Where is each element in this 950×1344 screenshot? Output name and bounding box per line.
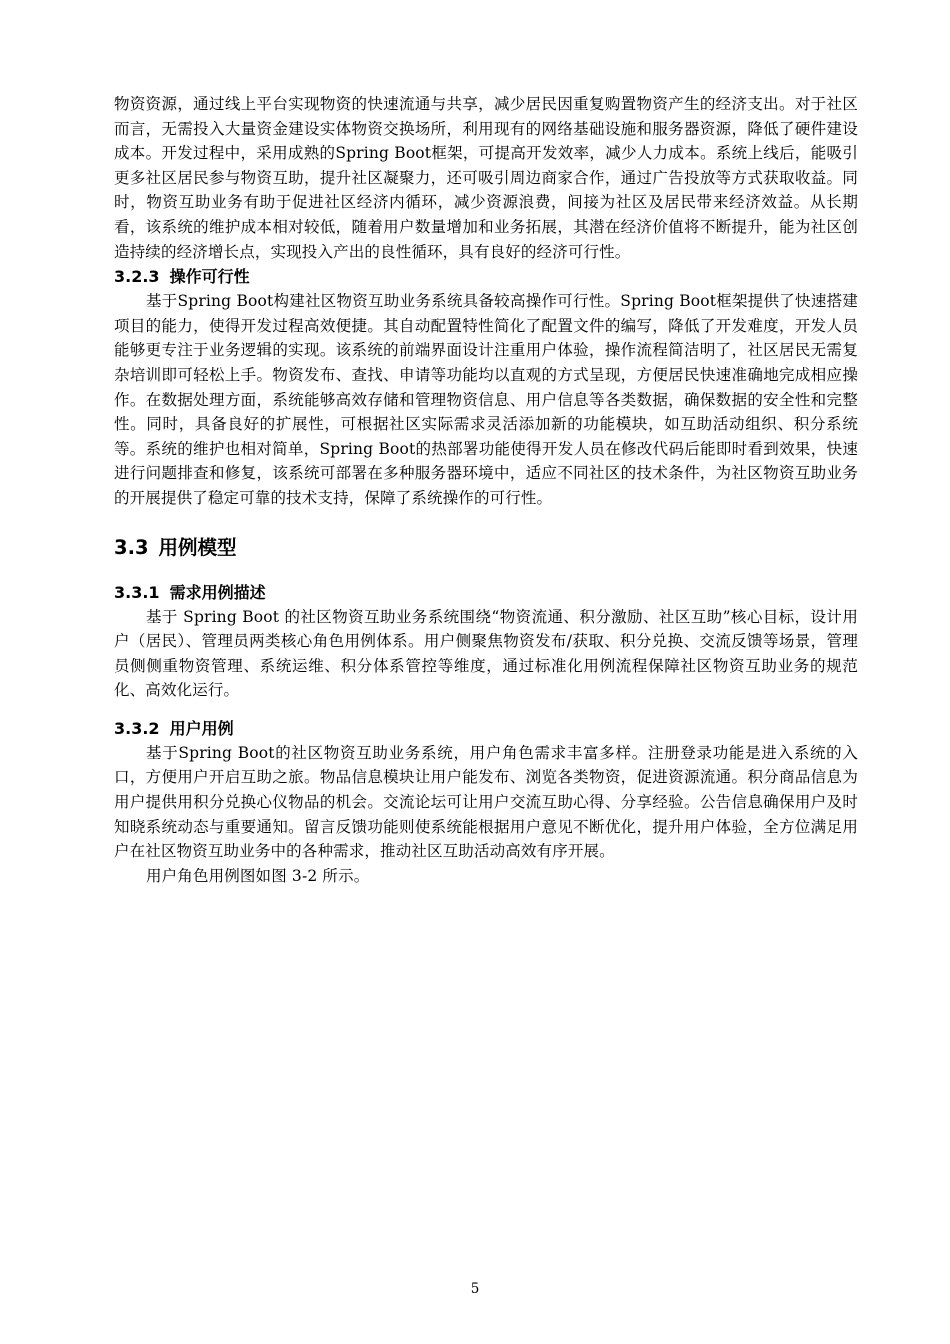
heading-number: 3.3.2 [114,718,160,738]
paragraph-use-case-description: 基于 Spring Boot 的社区物资互助业务系统围绕“物资流通、积分激励、社区互助”核心目标，设计用户（居民）、管理员两类核心角色用例体系。用户侧聚焦物资发布/获取、积分兑换、交流反馈等场景，管理员侧侧重物资管理、系统运维、积分体系管控等维度，通过标准化用例流程保障社区物资互助业务的规范化、高效化运行。 [114,607,858,700]
heading-3-3 [114,533,858,563]
page-number: 5 [470,1281,480,1297]
heading-number: 3.3.1 [114,582,160,602]
heading-3-2-3 [114,265,858,289]
heading-3-3-1 [114,581,858,605]
paragraph-figure-reference: 用户角色用例图如图 3-2 所示。 [146,866,370,885]
heading-title: 操作可行性 [169,267,250,287]
heading-title: 用户用例 [169,718,234,738]
heading-title: 需求用例描述 [169,582,266,602]
paragraph-economic-feasibility: 物资资源，通过线上平台实现物资的快速流通与共享，减少居民因重复购置物资产生的经济支出。对于社区而言，无需投入大量资金建设实体物资交换场所，利用现有的网络基础设施和服务器资源，降低了硬件建设成本。开发过程中，采用成熟的Spring Boot框架，可提高开发效率，减少人力成本。系统上线后，能吸引更多社区居民参与物资互助，提升社区凝聚力，还可吸引周边商家合作，通过广告投放等方式获取收益。同时，物资互助业务有助于促进社区经济内循环，减少资源浪费，间接为社区及居民带来经济效益。从长期看，该系统的维护成本相对较低，随着用户数量增加和业务拓展，其潜在经济价值将不断提升，能为社区创造持续的经济增长点，实现投入产出的良性循环，具有良好的经济可行性。 [114,95,858,261]
heading-title: 用例模型 [158,535,237,559]
paragraph-user-use-case: 基于Spring Boot的社区物资互助业务系统，用户角色需求丰富多样。注册登录功能是进入系统的入口，方便用户开启互助之旅。物品信息模块让用户能发布、浏览各类物资，促进资源流通。积分商品信息为用户提供用积分兑换心仪物品的机会。交流论坛可让用户交流互助心得、分享经验。公告信息确保用户及时知晓系统动态与重要通知。留言反馈功能则使系统能根据用户意见不断优化，提升用户体验，全方位满足用户在社区物资互助业务中的各种需求，推动社区互助活动高效有序开展。 [114,743,858,861]
heading-number: 3.2.3 [114,267,160,287]
heading-number: 3.3 [114,535,149,559]
document-body [114,92,858,888]
paragraph-operational-feasibility: 基于Spring Boot构建社区物资互助业务系统具备较高操作可行性。Spring Boot框架提供了快速搭建项目的能力，使得开发过程高效便捷。其自动配置特性简化了配置文件的编写，降低了开发难度，开发人员能够更专注于业务逻辑的实现。该系统的前端界面设计注重用户体验，操作流程简洁明了，社区居民无需复杂培训即可轻松上手。物资发布、查找、申请等功能均以直观的方式呈现，方便居民快速准确地完成相应操作。在数据处理方面，系统能够高效存储和管理物资信息、用户信息等各类数据，确保数据的安全性和完整性。同时，具备良好的扩展性，可根据社区实际需求灵活添加新的功能模块，如互助活动组织、积分系统等。系统的维护也相对简单，Spring Boot的热部署功能使得开发人员在修改代码后能即时看到效果，快速进行问题排查和修复，该系统可部署在多种服务器环境中，适应不同社区的技术条件，为社区物资互助业务的开展提供了稳定可靠的技术支持，保障了系统操作的可行性。 [114,292,858,507]
heading-3-3-2 [114,717,858,741]
